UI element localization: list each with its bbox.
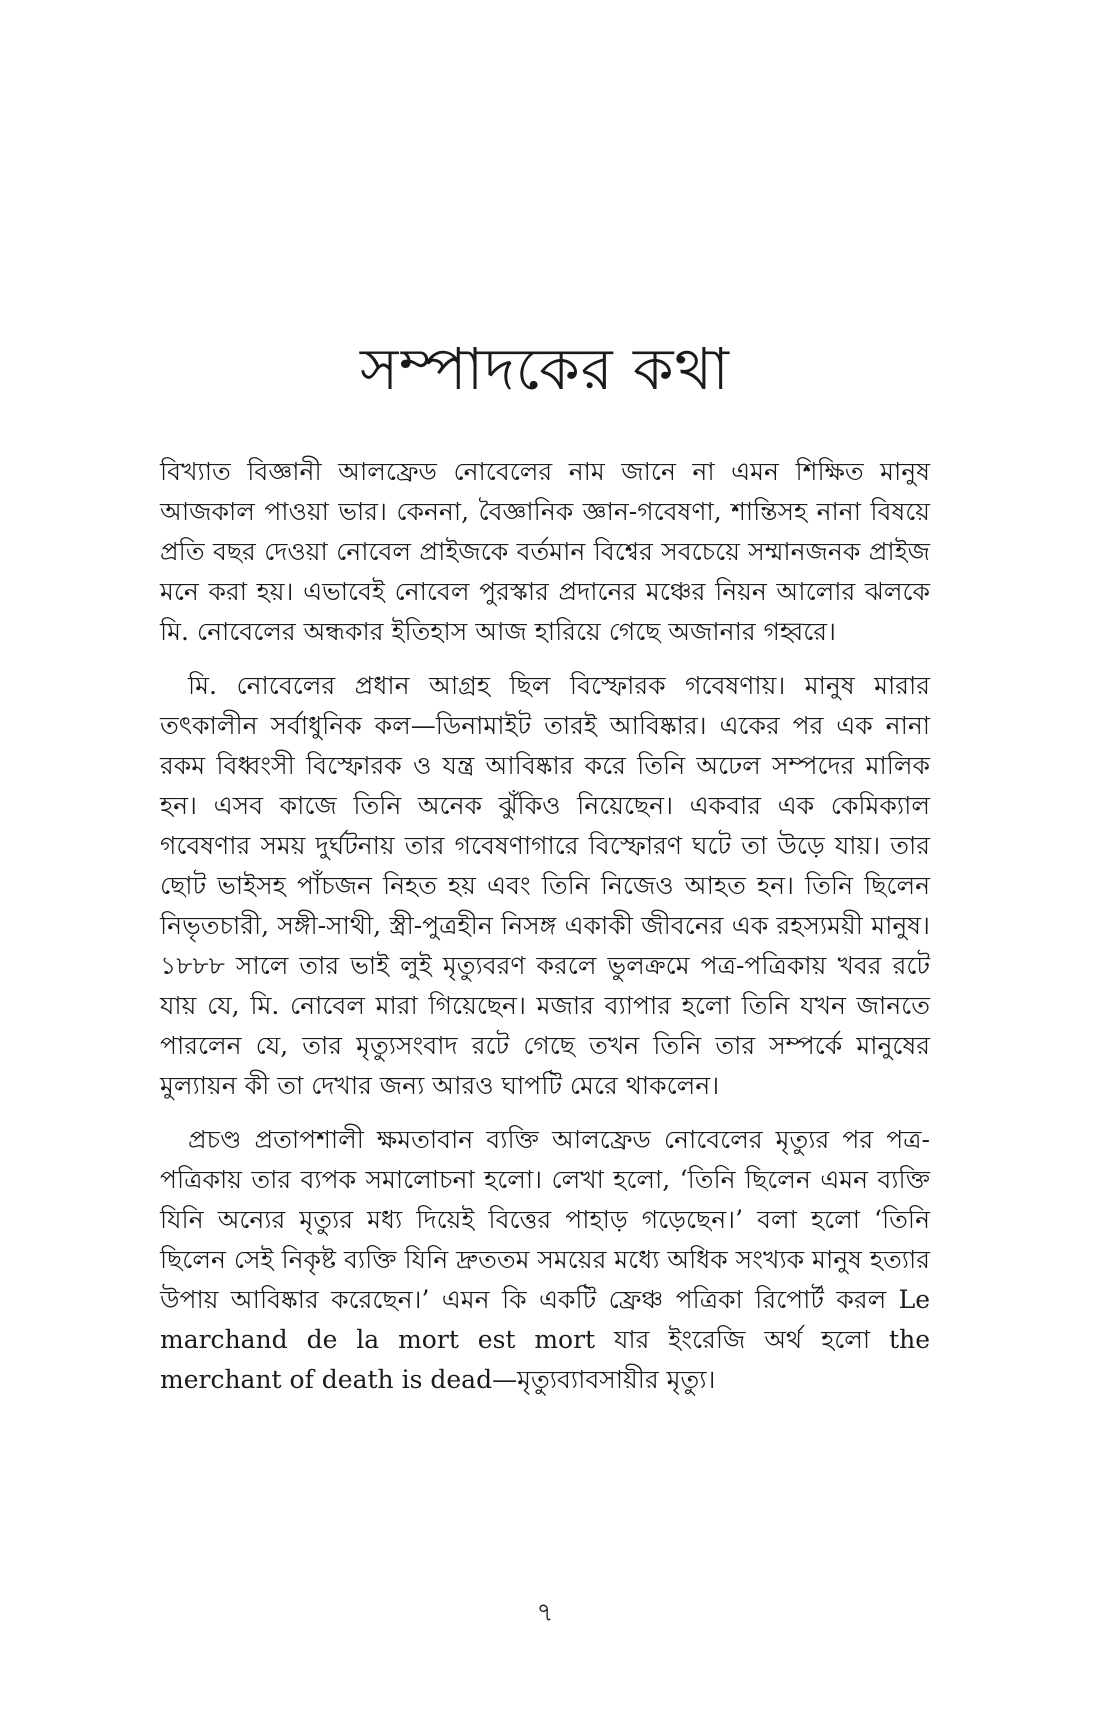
paragraph-3: প্রচণ্ড প্রতাপশালী ক্ষমতাবান ব্যক্তি আলফ্রেড নোবেলের মৃত্যুর পর পত্র-পত্রিকায় তার ব্যপক সমালোচনা হলো। লেখা হলো, ‘তিনি ছিলেন এমন ব্যক্তি যিনি অন্যের মৃত্যুর মধ্য দিয়েই বিত্তের পাহাড় গড়েছেন।’ বলা হলো ‘তিনি ছিলেন সেই নিকৃষ্ট ব্যক্তি যিনি দ্রুততম সময়ের মধ্যে অধিক সংখ্যক মানুষ হত্যার উপায় আবিষ্কার করেছেন।’ এমন কি একটি ফ্রেঞ্চ পত্রিকা রিপোর্ট করল Le marchand de la mort est mort যার ইংরেজি অর্থ হলো the merchant of death is dead—মৃত্যুব্যাবসায়ীর মৃত্যু। (160, 1125, 930, 1394)
body-text (160, 452, 930, 1414)
book-page (160, 0, 930, 1720)
paragraph-1: বিখ্যাত বিজ্ঞানী আলফ্রেড নোবেলের নাম জানে না এমন শিক্ষিত মানুষ আজকাল পাওয়া ভার। কেননা, বৈজ্ঞানিক জ্ঞান-গবেষণা, শান্তিসহ নানা বিষয়ে প্রতি বছর দেওয়া নোবেল প্রাইজকে বর্তমান বিশ্বের সবচেয়ে সম্মানজনক প্রাইজ মনে করা হয়। এভাবেই নোবেল পুরস্কার প্রদানের মঞ্চের নিয়ন আলোর ঝলকে মি. নোবেলের অন্ধকার ইতিহাস আজ হারিয়ে গেছে অজানার গহ্বরে। (160, 457, 930, 646)
paragraph-2: মি. নোবেলের প্রধান আগ্রহ ছিল বিস্ফোরক গবেষণায়। মানুষ মারার তৎকালীন সর্বাধুনিক কল—ডিনামাইট তারই আবিষ্কার। একের পর এক নানা রকম বিধ্বংসী বিস্ফোরক ও যন্ত্র আবিষ্কার করে তিনি অঢেল সম্পদের মালিক হন। এসব কাজে তিনি অনেক ঝুঁকিও নিয়েছেন। একবার এক কেমিক্যাল গবেষণার সময় দুর্ঘটনায় তার গবেষণাগারে বিস্ফোরণ ঘটে তা উড়ে যায়। তার ছোট ভাইসহ পাঁচজন নিহত হয় এবং তিনি নিজেও আহত হন। তিনি ছিলেন নিভৃতচারী, সঙ্গী-সাথী, স্ত্রী-পুত্রহীন নিসঙ্গ একাকী জীবনের এক রহস্যময়ী মানুষ। ১৮৮৮ সালে তার ভাই লুই মৃত্যুবরণ করলে ভুলক্রমে পত্র-পত্রিকায় খবর রটে যায় যে, মি. নোবেল মারা গিয়েছেন। মজার ব্যাপার হলো তিনি যখন জানতে পারলেন যে, তার মৃত্যুসংবাদ রটে গেছে তখন তিনি তার সম্পর্কে মানুষের মুল্যায়ন কী তা দেখার জন্য আরও ঘাপটি মেরে থাকলেন। (160, 671, 930, 1100)
chapter-title: সম্পাদকের কথা (360, 335, 730, 403)
page-number: ৭ (536, 1598, 554, 1628)
